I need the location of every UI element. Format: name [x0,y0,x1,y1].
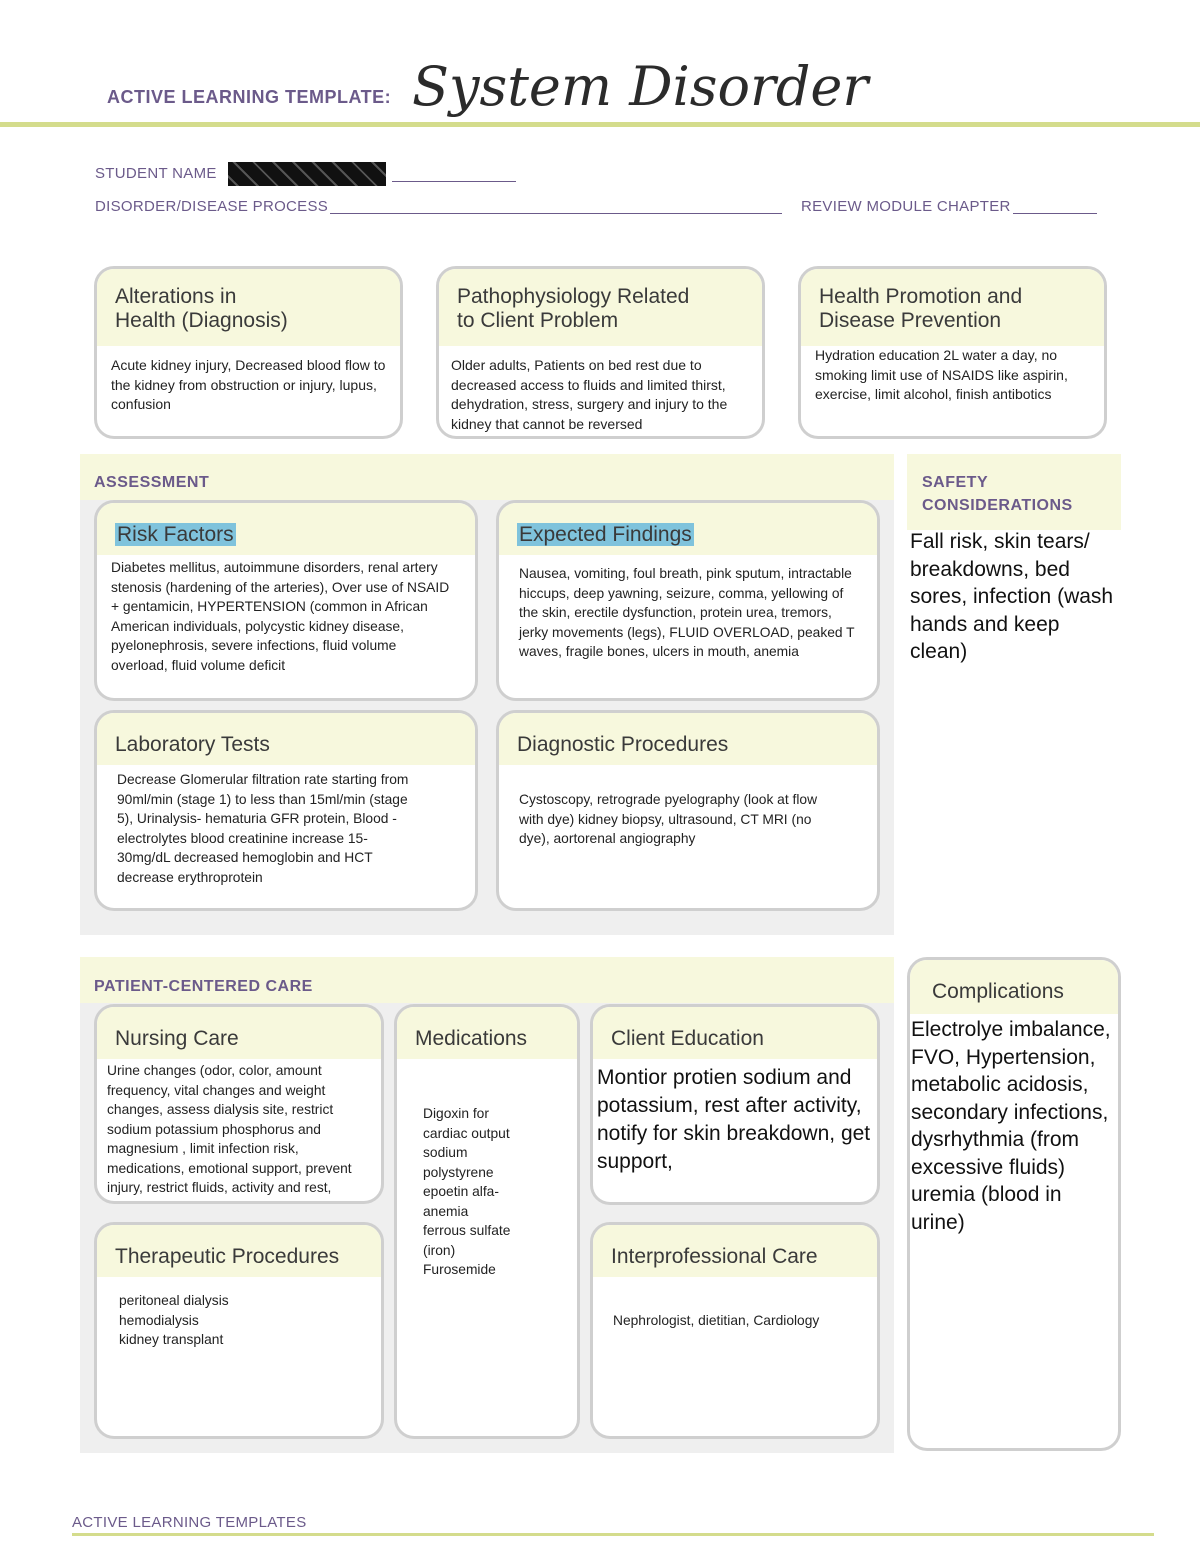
alterations-title-1: Alterations in [115,285,237,308]
diagnostic-procedures-card [496,710,880,911]
laboratory-tests-header [97,713,475,765]
medications-title: Medications [415,1027,528,1050]
diagnostic-procedures-body: Cystoscopy, retrograde pyelography (look at flow with dye) kidney biopsy, ultrasound, CT MRI (no dye), aortorenal angiography [519,792,818,846]
therapeutic-procedure-line: peritoneal dialysis [119,1293,229,1308]
pathophysiology-card [436,266,765,439]
nursing-care-header [97,1007,381,1059]
interprofessional-care-header [593,1225,877,1277]
medication-line: sodium [423,1145,468,1160]
complications-header [910,960,1118,1014]
medications-body [397,1059,577,1280]
alterations-card [94,266,403,439]
risk-factors-body: Diabetes mellitus, autoimmune disorders, renal artery stenosis (hardening of the arteries), Over use of NSAID + gentamicin, HYPERTENSION (common in African American individuals, polycystic kidney disease, pyelonephrosis, severe infections, fluid volume overload, fluid volume deficit [111,560,450,673]
health-promotion-card [798,266,1107,439]
footer-divider [72,1533,1154,1536]
risk-factors-title: Risk Factors [117,523,234,546]
alterations-header [97,269,400,346]
client-education-header [593,1007,877,1059]
header-divider [0,122,1200,127]
health-promotion-title-1: Health Promotion and [819,285,1023,308]
laboratory-tests-title: Laboratory Tests [115,733,270,756]
therapeutic-procedures-title: Therapeutic Procedures [115,1245,340,1268]
assessment-label: ASSESSMENT [94,474,210,491]
student-name-blank[interactable] [392,181,516,182]
patient-centered-care-label: PATIENT-CENTERED CARE [94,978,313,995]
disorder-label: DISORDER/DISEASE PROCESS [95,198,329,215]
medication-line: polystyrene [423,1164,494,1180]
client-education-body: Montior protien sodium and potassium, rest after activity, notify for skin breakdown, get support, [597,1066,871,1173]
laboratory-tests-card [94,710,478,911]
client-education-title: Client Education [611,1027,764,1050]
client-education-card [590,1004,880,1205]
health-promotion-title-2: Disease Prevention [819,309,1002,332]
expected-findings-header [499,503,877,555]
therapeutic-procedure-line: kidney transplant [119,1332,224,1347]
medication-line: anemia [423,1203,469,1219]
template-label: ACTIVE LEARNING TEMPLATE: [107,87,392,107]
nursing-care-body: Urine changes (odor, color, amount frequency, vital changes and weight changes, assess dialysis site, restrict sodium potassium phosphorus and magnesium , limit infection risk, medications, emotional support, prevent injury, restrict fluids, activity and rest, [107,1063,352,1195]
pathophysiology-header [439,269,762,346]
medication-line: Furosemide [423,1262,496,1277]
therapeutic-procedures-card [94,1222,384,1439]
medication-line: epoetin alfa- [423,1184,499,1199]
pathophysiology-body: Older adults, Patients on bed rest due to decreased access to fluids and limited thirst, dehydration, stress, surgery and injury to the kidney that cannot be reversed [451,357,728,432]
medications-header [397,1007,577,1059]
therapeutic-procedures-header [97,1225,381,1277]
medication-line: Digoxin for [423,1106,489,1121]
medications-card [394,1004,580,1439]
expected-findings-body: Nausea, vomiting, foul breath, pink sputum, intractable hiccups, deep yawning, seizure, comma, yellowing of the skin, erectile dysfunction, protein urea, tremors, jerky movements (legs), FLUID OVERLOAD, peaked T waves, fragile bones, ulcers in mouth, anemia [519,566,855,659]
medication-line: cardiac output [423,1125,510,1141]
interprofessional-care-card [590,1222,880,1439]
disorder-blank[interactable] [330,213,782,214]
interprofessional-care-body: Nephrologist, dietitian, Cardiology [613,1313,820,1328]
safety-label [922,471,1073,517]
safety-label-2: CONSIDERATIONS [922,497,1073,514]
complications-card [907,957,1121,1451]
alterations-title-2: Health (Diagnosis) [115,309,288,332]
risk-factors-card [94,500,478,701]
risk-factors-header [97,503,475,555]
expected-findings-card [496,500,880,701]
health-promotion-header [801,269,1104,346]
safety-body: Fall risk, skin tears/ breakdowns, bed sores, infection (wash hands and keep clean) [910,530,1114,663]
diagnostic-procedures-title: Diagnostic Procedures [517,733,729,756]
page-title: System Disorder [412,55,869,118]
therapeutic-procedures-body [97,1277,381,1350]
complications-body: Electrolye imbalance, FVO, Hypertension, metabolic acidosis, secondary infections, dysrhythmia (from excessive fluids) uremia (blood in urine) [911,1018,1111,1234]
medication-line: (iron) [423,1242,456,1258]
interprofessional-care-title: Interprofessional Care [611,1245,818,1268]
therapeutic-procedure-line: hemodialysis [119,1312,199,1328]
complications-title: Complications [932,980,1064,1003]
review-module-label: REVIEW MODULE CHAPTER [801,198,1011,215]
expected-findings-title: Expected Findings [519,523,692,546]
pathophysiology-title-2: to Client Problem [457,309,619,332]
review-module-blank[interactable] [1013,213,1097,214]
student-name-label: STUDENT NAME [95,165,217,182]
nursing-care-card [94,1004,384,1204]
laboratory-tests-body: Decrease Glomerular filtration rate starting from 90ml/min (stage 1) to less than 15ml/min (stage 5), Urinalysis- hematuria GFR protein, Blood - electrolytes blood creatinine increase 15-30mg/dL decreased hemoglobin and HCT decrease erythroprotein [117,772,409,885]
pathophysiology-title-1: Pathophysiology Related [457,285,690,308]
nursing-care-title: Nursing Care [115,1027,239,1050]
medication-line: ferrous sulfate [423,1223,511,1238]
alterations-body: Acute kidney injury, Decreased blood flow to the kidney from obstruction or injury, lupus, confusion [111,357,386,412]
footer-label: ACTIVE LEARNING TEMPLATES [72,1514,307,1531]
safety-label-1: SAFETY [922,474,989,491]
diagnostic-procedures-header [499,713,877,765]
health-promotion-body: Hydration education 2L water a day, no smoking limit use of NSAIDS like aspirin, exercise, limit alcohol, finish antibotics [815,347,1068,402]
redacted-student-name [228,162,386,186]
